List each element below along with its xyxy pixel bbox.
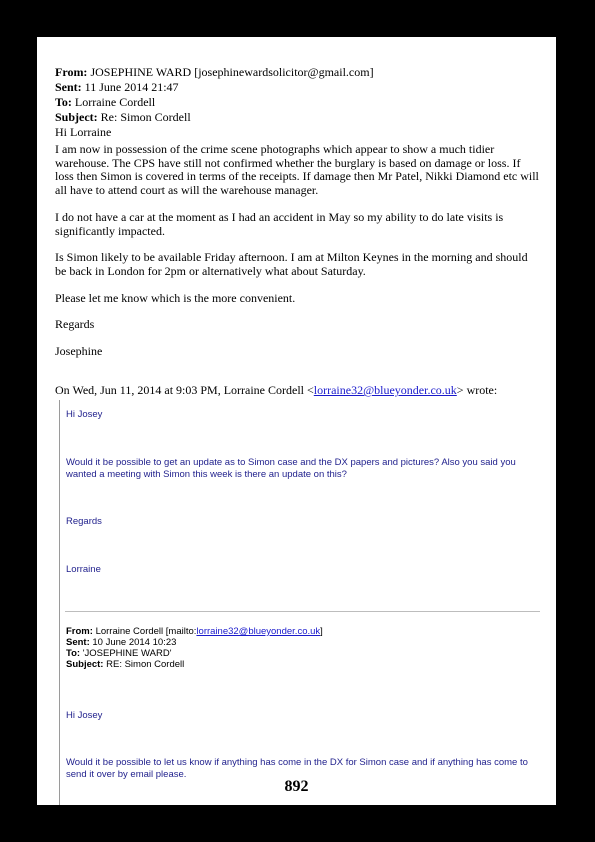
greeting: Hi Lorraine — [55, 125, 112, 139]
body-paragraph-1: I am now in possession of the crime scene photographs which appear to show a much tidier warehouse. The CPS have still not confirmed whether the burglary is based on damage or loss. If loss then Simon is covered in terms of the receipts. If damage then Mr Patel, Nikki Diamond etc will all have to attend court as will the warehouse manager. — [55, 142, 539, 197]
quoted-from-line: From: Lorraine Cordell [mailto:lorraine32@blueyonder.co.uk] — [66, 626, 323, 637]
sent-value: 11 June 2014 21:47 — [84, 80, 179, 94]
quoted-body-2: Would it be possible to let us know if anything has come in the DX for Simon case and if anything has come to send it over by email please. — [66, 757, 528, 780]
subject-value: Re: Simon Cordell — [100, 110, 191, 124]
document-page — [37, 37, 556, 805]
body-paragraph-3: Is Simon likely to be available Friday afternoon. I am at Milton Keynes in the morning and should be back in London for 2pm or alternatively what about Saturday. — [55, 250, 528, 278]
body-paragraph-2: I do not have a car at the moment as I had an accident in May so my ability to do late visits is significantly impacted. — [55, 210, 504, 238]
from-value: JOSEPHINE WARD [josephinewardsolicitor@gmail.com] — [90, 65, 374, 79]
quote-attribution: On Wed, Jun 11, 2014 at 9:03 PM, Lorraine Cordell <lorraine32@blueyonder.co.uk> wrote: — [55, 383, 498, 397]
quoted-to-line: To: 'JOSEPHINE WARD' — [66, 648, 172, 659]
quoted-body: Would it be possible to get an update as to Simon case and the DX papers and pictures? Also you said you wanted a meeting with Simon this week is there an update on this? — [66, 457, 516, 480]
sent-line: Sent: 11 June 2014 21:47 — [55, 80, 179, 94]
quoted-greeting-2: Hi Josey — [66, 710, 103, 721]
quoted-subject-line: Subject: RE: Simon Cordell — [66, 659, 185, 670]
quoted-greeting: Hi Josey — [66, 409, 103, 420]
quoted-from-email-link[interactable]: lorraine32@blueyonder.co.uk — [196, 626, 321, 637]
subject-line: Subject: Re: Simon Cordell — [55, 110, 191, 124]
quoted-name: Lorraine — [66, 564, 101, 575]
quoted-regards: Regards — [66, 516, 102, 527]
quoted-sent-line: Sent: 10 June 2014 10:23 — [66, 637, 177, 648]
email-header — [55, 65, 545, 140]
quote-separator — [65, 611, 540, 612]
quoted-header — [66, 626, 536, 670]
page-number: 892 — [284, 778, 309, 795]
to-value: Lorraine Cordell — [74, 95, 156, 109]
attribution-email-link[interactable]: lorraine32@blueyonder.co.uk — [313, 383, 457, 397]
from-line: From: JOSEPHINE WARD [josephinewardsolicitor@gmail.com] — [55, 65, 374, 79]
to-line: To: Lorraine Cordell — [55, 95, 156, 109]
signature: Josephine — [55, 344, 103, 358]
regards: Regards — [55, 317, 95, 331]
quoted-message — [59, 400, 543, 805]
body-paragraph-4: Please let me know which is the more convenient. — [55, 291, 296, 305]
